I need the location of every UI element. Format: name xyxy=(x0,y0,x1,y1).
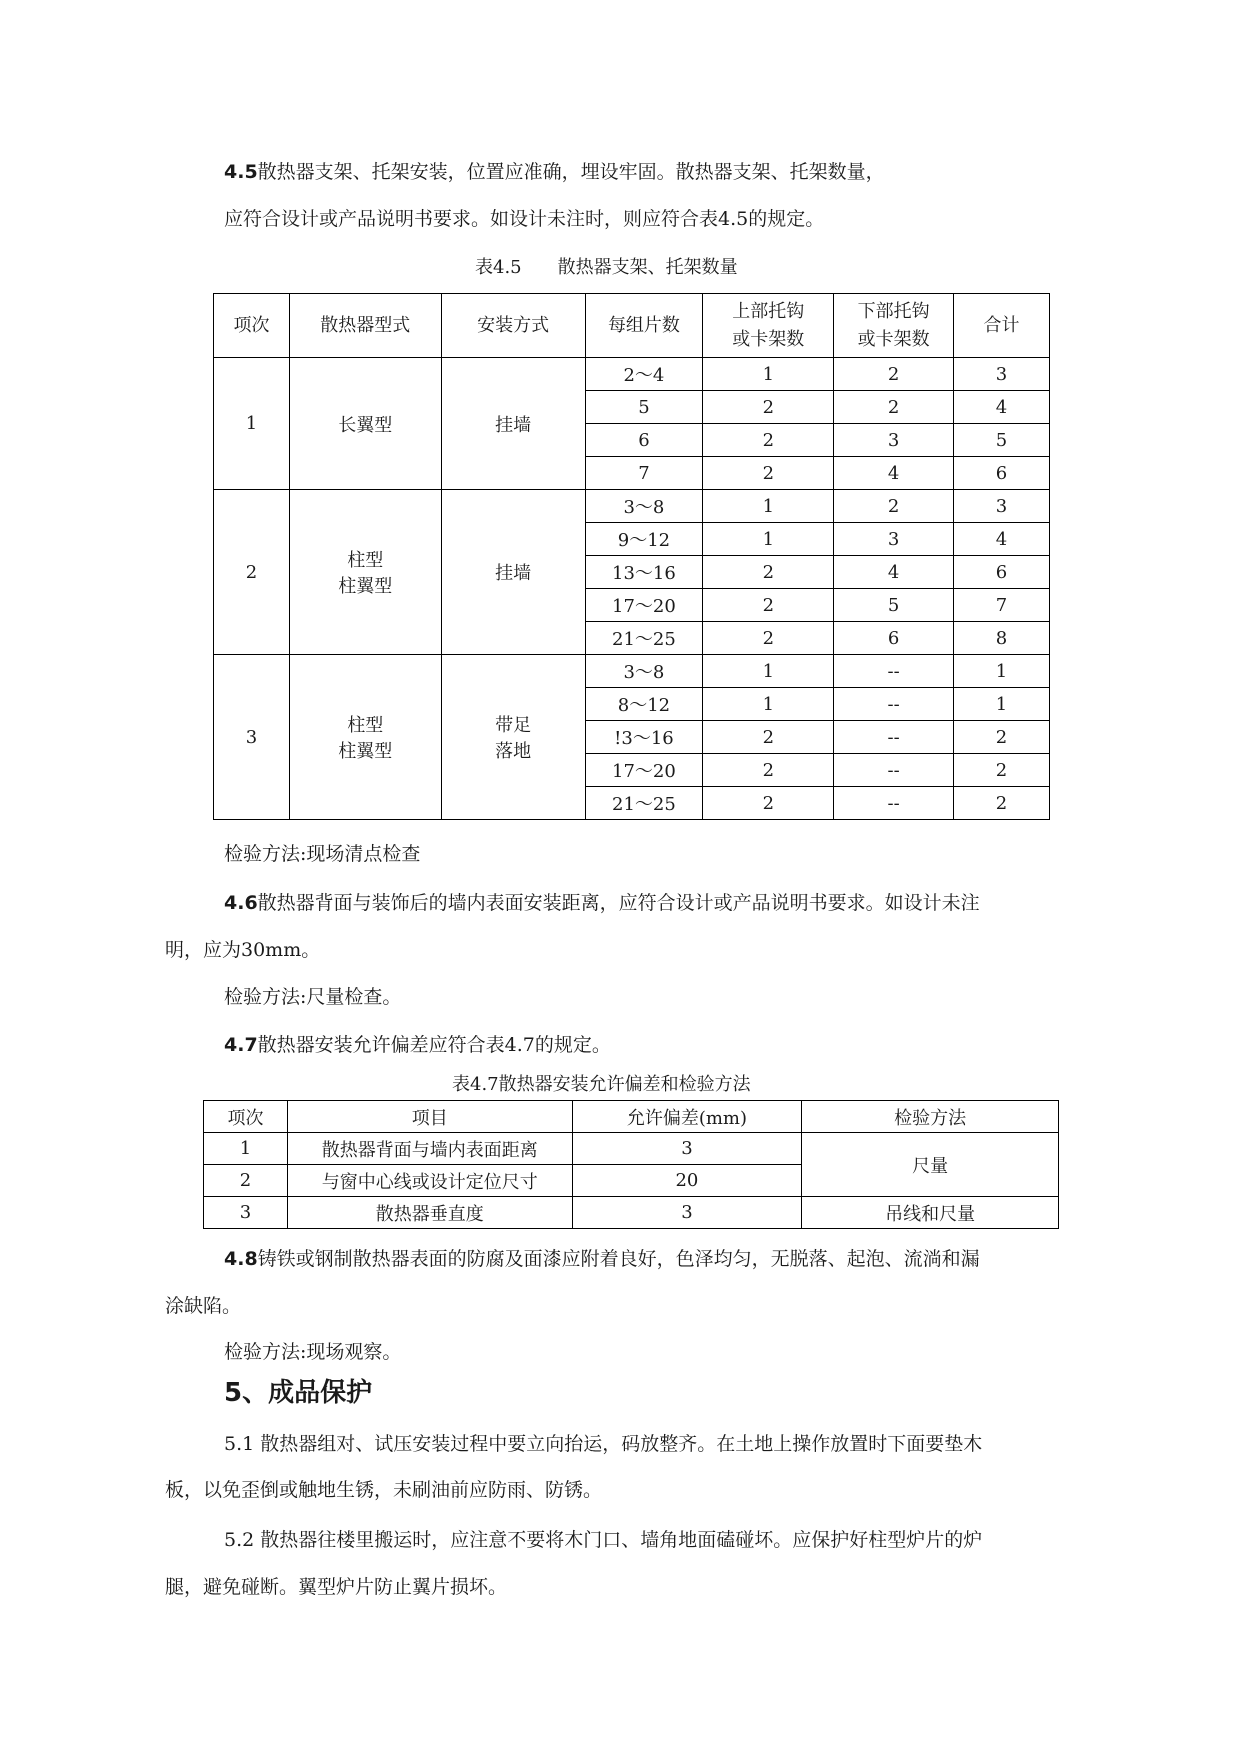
group-type: 长翼型 xyxy=(289,358,441,490)
cell: 21～25 xyxy=(585,787,703,820)
header-upper-hooks: 上部托钩 或卡架数 xyxy=(703,294,834,358)
group-type: 柱型 柱翼型 xyxy=(289,655,441,820)
cell: 2 xyxy=(954,787,1050,820)
cell: 2 xyxy=(954,754,1050,787)
group-type: 柱型 柱翼型 xyxy=(289,490,441,655)
group-index: 1 xyxy=(214,358,290,490)
cell: 3～8 xyxy=(585,490,703,523)
header-tolerance: 允许偏差(mm) xyxy=(572,1101,802,1133)
cell: 4 xyxy=(834,457,954,490)
cell: 2 xyxy=(703,721,834,754)
cell: 7 xyxy=(954,589,1050,622)
para-5-2-line2: 腿，避免碰断。翼型炉片防止翼片损坏。 xyxy=(165,1576,508,1598)
cell: 5 xyxy=(834,589,954,622)
group-mount: 带足 落地 xyxy=(441,655,585,820)
table-header-row xyxy=(214,294,1050,358)
cell: 13～16 xyxy=(585,556,703,589)
cell: 2 xyxy=(204,1165,288,1197)
cell: 9～12 xyxy=(585,523,703,556)
merged-check-method: 尺量 xyxy=(802,1133,1059,1197)
cell: 17～20 xyxy=(585,754,703,787)
section-5-heading: 5、成品保护 xyxy=(224,1378,373,1408)
cell: 6 xyxy=(585,424,703,457)
table-row xyxy=(214,358,1050,391)
table-row xyxy=(214,655,1050,688)
cell: 3 xyxy=(834,523,954,556)
para-4-5-line1: 4.5散热器支架、托架安装，位置应准确，埋设牢固。散热器支架、托架数量， xyxy=(224,161,885,183)
cell: 3 xyxy=(834,424,954,457)
cell: 7 xyxy=(585,457,703,490)
cell: 1 xyxy=(954,655,1050,688)
cell: 3 xyxy=(572,1133,802,1165)
cell: 1 xyxy=(703,358,834,391)
cell: 散热器背面与墙内表面距离 xyxy=(287,1133,572,1165)
cell: 2 xyxy=(834,490,954,523)
para-4-7-line1: 4.7散热器安装允许偏差应符合表4.7的规定。 xyxy=(224,1034,611,1056)
table-4-5 xyxy=(213,293,1050,820)
cell: 2 xyxy=(703,556,834,589)
table-row xyxy=(214,490,1050,523)
header-mount-method: 安装方式 xyxy=(441,294,585,358)
cell: 6 xyxy=(954,556,1050,589)
cell: 1 xyxy=(703,490,834,523)
cell: -- xyxy=(834,787,954,820)
para-4-5-line2: 应符合设计或产品说明书要求。如设计未注时，则应符合表4.5的规定。 xyxy=(224,208,825,230)
cell: 吊线和尺量 xyxy=(802,1197,1059,1229)
para-5-1-line1: 5.1 散热器组对、试压安装过程中要立向抬运，码放整齐。在土地上操作放置时下面要垫木 xyxy=(224,1433,983,1455)
cell: 21～25 xyxy=(585,622,703,655)
cell: 2 xyxy=(834,358,954,391)
cell: 3 xyxy=(954,490,1050,523)
table-header-row xyxy=(204,1101,1059,1133)
cell: 5 xyxy=(954,424,1050,457)
cell: 3 xyxy=(204,1197,288,1229)
cell: 1 xyxy=(703,655,834,688)
header-index: 项次 xyxy=(204,1101,288,1133)
para-4-8-line1: 4.8铸铁或钢制散热器表面的防腐及面漆应附着良好，色泽均匀，无脱落、起泡、流淌和漏 xyxy=(224,1248,980,1270)
cell: -- xyxy=(834,721,954,754)
para-5-2-line1: 5.2 散热器往楼里搬运时，应注意不要将木门口、墙角地面磕碰坏。应保护好柱型炉片的炉 xyxy=(224,1529,983,1551)
header-check-method: 检验方法 xyxy=(802,1101,1059,1133)
cell: 1 xyxy=(703,523,834,556)
table-4-5-caption: 表4.5 散热器支架、托架数量 xyxy=(475,257,738,278)
cell: 散热器垂直度 xyxy=(287,1197,572,1229)
cell: 4 xyxy=(834,556,954,589)
cell: -- xyxy=(834,754,954,787)
table-row xyxy=(204,1197,1059,1229)
cell: 2 xyxy=(954,721,1050,754)
header-total: 合计 xyxy=(954,294,1050,358)
cell: 2 xyxy=(703,424,834,457)
cell: 4 xyxy=(954,391,1050,424)
cell: 与窗中心线或设计定位尺寸 xyxy=(287,1165,572,1197)
cell: 17～20 xyxy=(585,589,703,622)
check-method-4-5: 检验方法:现场清点检查 xyxy=(224,843,421,865)
cell: 3～8 xyxy=(585,655,703,688)
cell: 2 xyxy=(703,457,834,490)
check-method-4-6: 检验方法:尺量检查。 xyxy=(224,986,402,1008)
table-4-7 xyxy=(203,1100,1059,1229)
group-mount: 挂墙 xyxy=(441,358,585,490)
header-pieces-per-group: 每组片数 xyxy=(585,294,703,358)
cell: 6 xyxy=(834,622,954,655)
cell: !3～16 xyxy=(585,721,703,754)
clause-number: 4.5 xyxy=(224,161,258,183)
cell: -- xyxy=(834,655,954,688)
cell: 8 xyxy=(954,622,1050,655)
cell: 5 xyxy=(585,391,703,424)
cell: 1 xyxy=(204,1133,288,1165)
group-mount: 挂墙 xyxy=(441,490,585,655)
cell: 6 xyxy=(954,457,1050,490)
cell: 3 xyxy=(572,1197,802,1229)
cell: 1 xyxy=(954,688,1050,721)
cell: 2 xyxy=(703,622,834,655)
para-4-6-line1: 4.6散热器背面与装饰后的墙内表面安装距离，应符合设计或产品说明书要求。如设计未注 xyxy=(224,892,980,914)
cell: 1 xyxy=(703,688,834,721)
cell: 2 xyxy=(703,787,834,820)
cell: 20 xyxy=(572,1165,802,1197)
clause-number: 4.7 xyxy=(224,1034,258,1056)
cell: 2 xyxy=(703,754,834,787)
group-index: 2 xyxy=(214,490,290,655)
group-index: 3 xyxy=(214,655,290,820)
para-4-8-line2: 涂缺陷。 xyxy=(165,1295,242,1317)
header-index: 项次 xyxy=(214,294,290,358)
cell: 2 xyxy=(834,391,954,424)
cell: 2 xyxy=(703,391,834,424)
cell: 2～4 xyxy=(585,358,703,391)
cell: 4 xyxy=(954,523,1050,556)
cell: -- xyxy=(834,688,954,721)
para-5-1-line2: 板，以免歪倒或触地生锈，未刷油前应防雨、防锈。 xyxy=(165,1479,603,1501)
table-4-7-caption: 表4.7散热器安装允许偏差和检验方法 xyxy=(452,1074,751,1095)
header-radiator-type: 散热器型式 xyxy=(289,294,441,358)
clause-number: 4.6 xyxy=(224,892,258,914)
header-item: 项目 xyxy=(287,1101,572,1133)
cell: 8～12 xyxy=(585,688,703,721)
cell: 2 xyxy=(703,589,834,622)
cell: 3 xyxy=(954,358,1050,391)
header-lower-hooks: 下部托钩 或卡架数 xyxy=(834,294,954,358)
check-method-4-8: 检验方法:现场观察。 xyxy=(224,1341,402,1363)
para-4-6-line2: 明，应为30mm。 xyxy=(165,939,321,961)
clause-number: 4.8 xyxy=(224,1248,258,1270)
table-row xyxy=(204,1133,1059,1165)
